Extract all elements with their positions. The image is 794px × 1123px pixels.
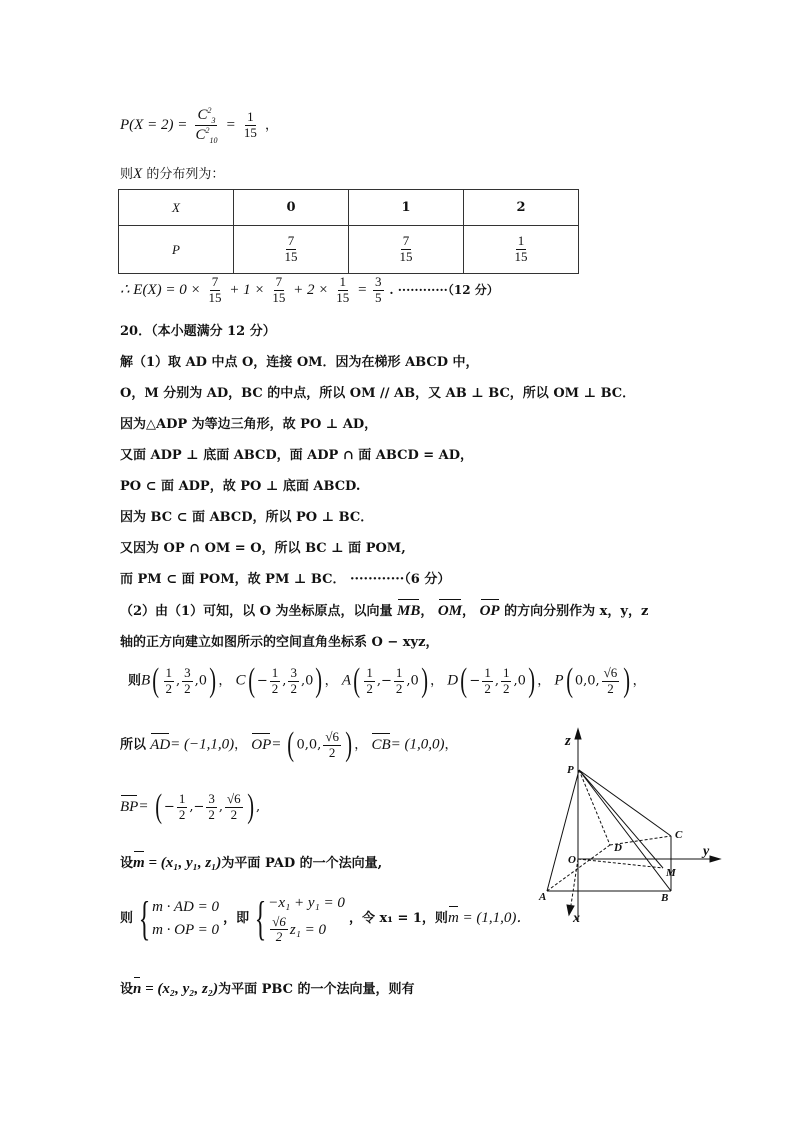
table-cell: 2 [464,190,579,226]
table-cell: 1 [349,190,464,226]
label-x: x [573,911,580,925]
solution-line: 而 PM ⊂ 面 POM，故 PM ⊥ BC． ············（6 分） [120,572,451,587]
label-d: D [614,842,622,854]
table-cell: $\frac{7}{15}$ [349,226,464,274]
distribution-table [118,189,579,274]
edge-pb [579,770,671,891]
probability-x2: P(X = 2) = $\frac{C^2_3}{C^2_{10}}$ = $\frac{1}{15}$ ， [120,106,279,146]
solution-line: 又面 ADP ⊥ 底面 ABCD，面 ADP ∩ 面 ABCD = AD， [120,448,474,463]
solution-line: PO ⊂ 面 ADP，故 PO ⊥ 底面 ABCD. [120,479,361,494]
label-c: C [675,829,683,841]
label-o: O [568,854,576,866]
label-a: A [539,891,547,903]
solution-line: O，M 分别为 AD，BC 的中点，所以 OM // AB，又 AB ⊥ BC，所以 OM ⊥ BC． [120,386,636,401]
label-p: P [567,764,574,776]
label-b: B [661,892,669,904]
table-row [119,190,579,226]
part2-line: （2）由（1）可知，以 O 为坐标原点，以向量 MB， OM， OP 的方向分别作为 x，y，z [120,603,649,619]
coordinates-line: 则B( $\frac{1}{2}$ , $\frac{3}{2}$ ,0) ， C( − $\frac{1}{2}$ , $\frac{3}{2}$ ,0) ， A( $\frac{1}{2}$ ,− $\frac{1}{2}$ ,0) ， D( − $\frac{1}{2}$ , $\frac{1}{2}$ ,0) ， P( 0,0, $\frac{√6}{2}$ ) ， [128,662,646,699]
system-m-line: 则 { m · AD = 0 m · OP = 0 ，即 { −x₁ + y₁ = 0 $\frac{√6}{2}$ z₁ = 0 ，令 x₁ = 1，则m = (1,1,0)． [120,891,532,945]
normal-n-line: 设n = (x₂, y₂, z₂)为平面 PBC 的一个法向量，则有 [120,981,415,997]
table-cell: $\frac{1}{15}$ [464,226,579,274]
solution-line: 因为△ADP 为等边三角形，故 PO ⊥ AD， [120,417,378,432]
z-arrow [575,729,581,739]
combination-fraction: $\frac{C^2_3}{C^2_{10}}$ [195,106,218,146]
table-cell: X [119,190,234,226]
solution-line: 又因为 OP ∩ OM = O，所以 BC ⊥ 面 POM, [120,541,406,556]
expectation-line: ∴ E(X) = 0 × $\frac{7}{15}$ + 1 × $\frac{7}{15}$ + 2 × $\frac{1}{15}$ = $\frac{3}{5}$ . ············（12 分） [120,274,499,305]
y-arrow [710,856,720,862]
question-20-title: 20．（本小题满分 12 分） [120,324,276,339]
table-row [119,226,579,274]
label-z: z [565,733,571,749]
normal-m-line: 设m = (x₁, y₁, z₁)为平面 PAD 的一个法向量, [120,855,383,871]
edge-pa [547,770,579,891]
table-cell: 0 [234,190,349,226]
part2-line: 轴的正方向建立如图所示的空间直角坐标系 O − xyz， [120,635,439,650]
pyramid-figure [535,725,725,925]
solution-line: 解（1）取 AD 中点 O，连接 OM．因为在梯形 ABCD 中， [120,355,479,370]
table-cell: P [119,226,234,274]
solution-line: 因为 BC ⊂ 面 ABCD，所以 PO ⊥ BC． [120,510,374,525]
vector-bp-line: BP= ( − $\frac{1}{2}$ ,− $\frac{3}{2}$ , $\frac{√6}{2}$ ) , [120,788,261,825]
result-fraction: $\frac{1}{15}$ [243,109,257,141]
label-m: M [666,867,676,879]
table-cell: $\frac{7}{15}$ [234,226,349,274]
distribution-intro: 则X 的分布列为： [120,166,225,182]
vectors-line: 所以 AD= (−1,1,0)， OP= ( 0,0, $\frac{√6}{2}$ ) ， CB= (1,0,0)， [120,726,458,763]
label-y: y [703,844,710,859]
